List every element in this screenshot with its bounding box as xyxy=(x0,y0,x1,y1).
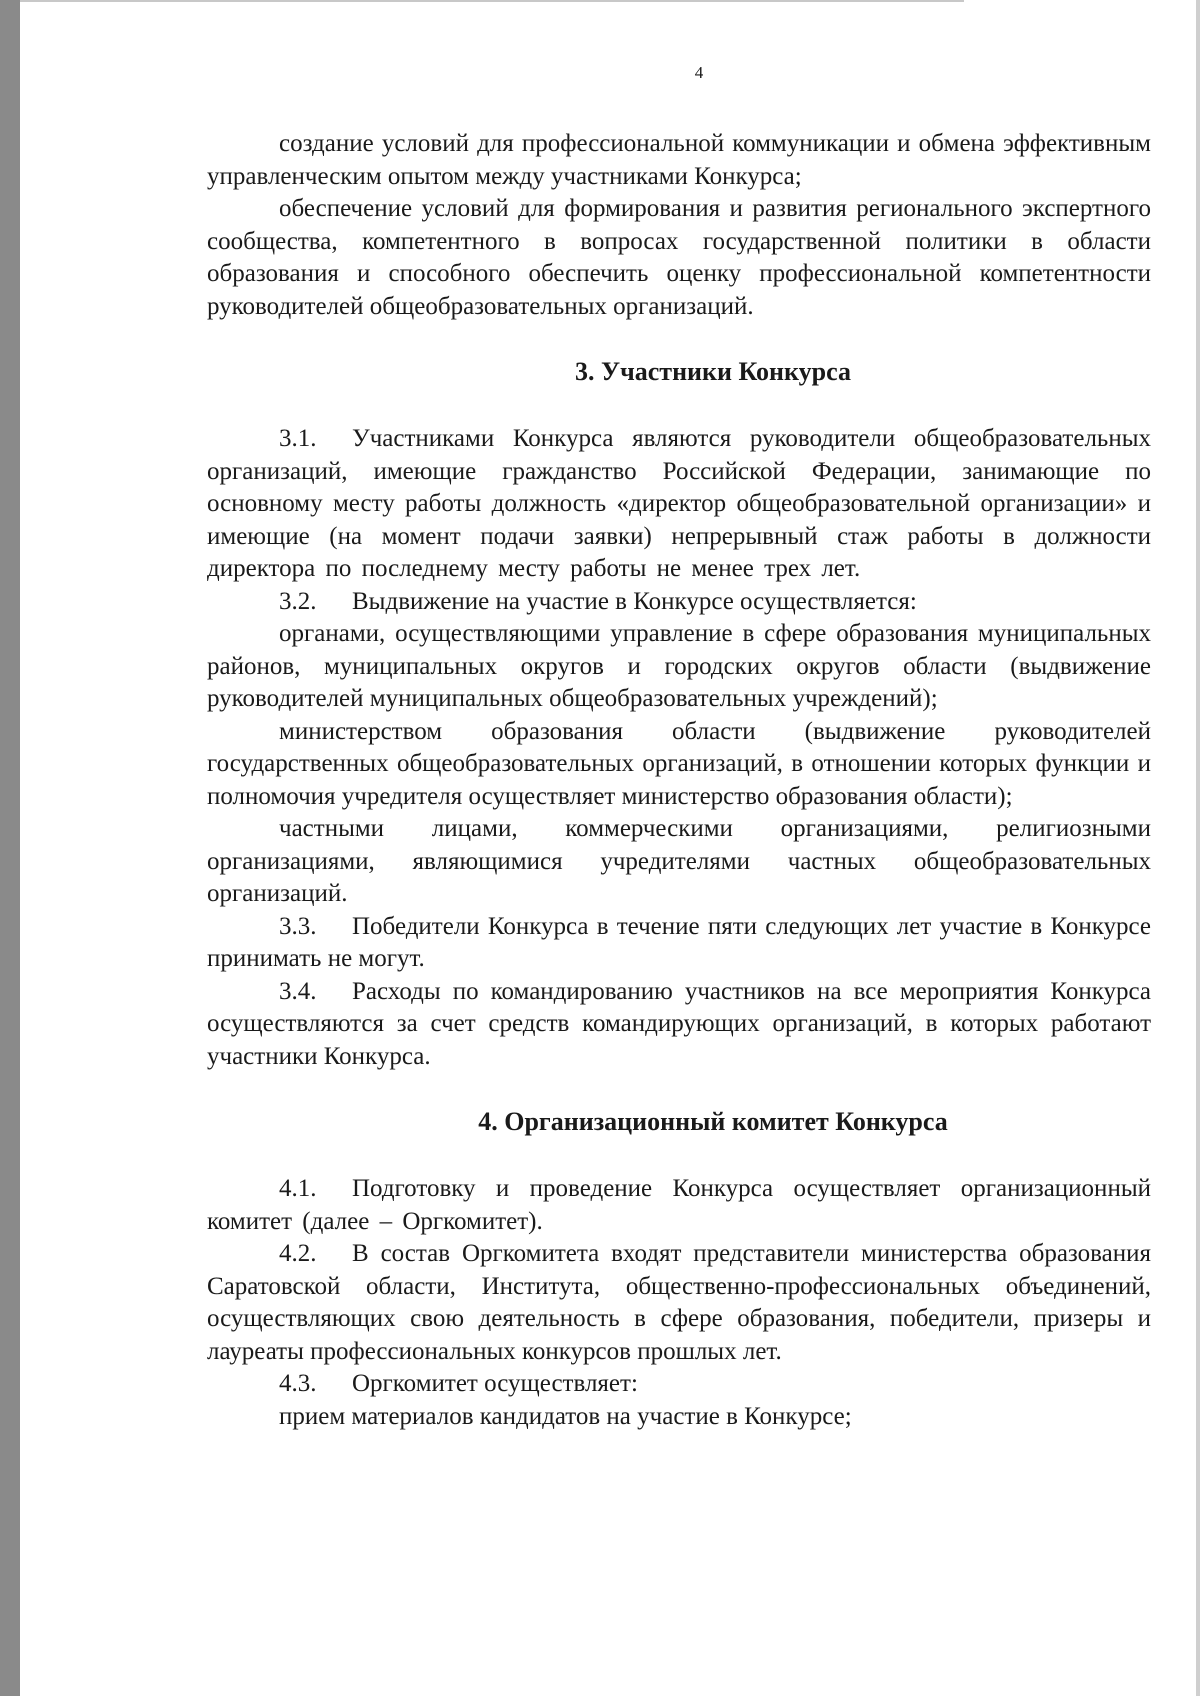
clause-number: 4.2. xyxy=(279,1240,317,1267)
scan-right-edge xyxy=(1196,0,1200,1696)
clause-4-2 xyxy=(207,1238,1151,1368)
clause-number: 3.4. xyxy=(279,977,317,1005)
clause-3-4 xyxy=(207,976,1151,1074)
clause-text: Подготовку и проведение Конкурса осуществляет организационный комитет (далее – Оргкомитет). xyxy=(207,1175,1151,1235)
clause-3-1 xyxy=(207,423,1151,586)
clause-text: Участниками Конкурса являются руководители общеобразовательных организаций, имеющие гражданство Российской Федерации, занимающие по основному месту работы должность «директор общеобразовательной организации» и имеющие (на момент подачи заявки) непрерывный стаж работы в должности директора по последнему месту работы не менее трех лет. xyxy=(207,425,1151,582)
clause-number: 3.3. xyxy=(279,912,317,940)
clause-text: Выдвижение на участие в Конкурсе осуществляется: xyxy=(352,587,917,615)
clause-4-3 xyxy=(207,1368,1151,1401)
scan-left-margin xyxy=(0,0,20,1696)
page-number: 4 xyxy=(694,63,704,82)
clause-text: Оргкомитет осуществляет: xyxy=(352,1370,638,1397)
nominator-ministry: министерством образования области (выдвижение руководителей государственных общеобразовательных организаций, в отношении которых функции и полномочия учредителя осуществляет министерство образования области); xyxy=(207,717,1151,810)
clause-3-2 xyxy=(207,586,1151,619)
clause-number: 3.1. xyxy=(279,425,317,452)
nominator-municipal: органами, осуществляющими управление в сфере образования муниципальных районов, муниципальных округов и городских округов области (выдвижение руководителей муниципальных общеобразовательных учреждений); xyxy=(207,620,1151,712)
clause-3-3 xyxy=(207,911,1151,976)
nominator-private: частными лицами, коммерческими организациями, религиозными организациями, являющимися учредителями частных общеобразовательных организаций. xyxy=(207,815,1151,907)
paragraph-communication: создание условий для профессиональной коммуникации и обмена эффективным управленческим опытом между участниками Конкурса; xyxy=(207,130,1151,190)
section-3-heading: 3. Участники Конкурса xyxy=(575,357,851,386)
duty-receive-materials: прием материалов кандидатов на участие в Конкурсе; xyxy=(279,1402,852,1430)
clause-number: 4.1. xyxy=(279,1175,317,1202)
section-4-heading: 4. Организационный комитет Конкурса xyxy=(478,1107,948,1136)
clause-number: 3.2. xyxy=(279,587,317,615)
clause-text: Победители Конкурса в течение пяти следующих лет участие в Конкурсе принимать не могут. xyxy=(207,912,1151,972)
clause-text: В состав Оргкомитета входят представители министерства образования Саратовской области, Института, общественно-профессиональных объединений, осуществляющих свою деятельность в сфере образования, победители, призеры и лауреаты профессиональных конкурсов прошлых лет. xyxy=(207,1240,1151,1365)
scan-top-edge xyxy=(20,0,964,2)
clause-number: 4.3. xyxy=(279,1370,317,1397)
clause-text: Расходы по командированию участников на все мероприятия Конкурса осуществляются за счет средств командирующих организаций, в которых работают участники Конкурса. xyxy=(207,977,1151,1070)
document-page xyxy=(207,58,1151,1433)
paragraph-expert-community: обеспечение условий для формирования и развития регионального экспертного сообщества, компетентного в вопросах государственной политики в области образования и способного обеспечить оценку профессиональной компетентности руководителей общеобразовательных организаций. xyxy=(207,195,1151,320)
clause-4-1 xyxy=(207,1173,1151,1238)
